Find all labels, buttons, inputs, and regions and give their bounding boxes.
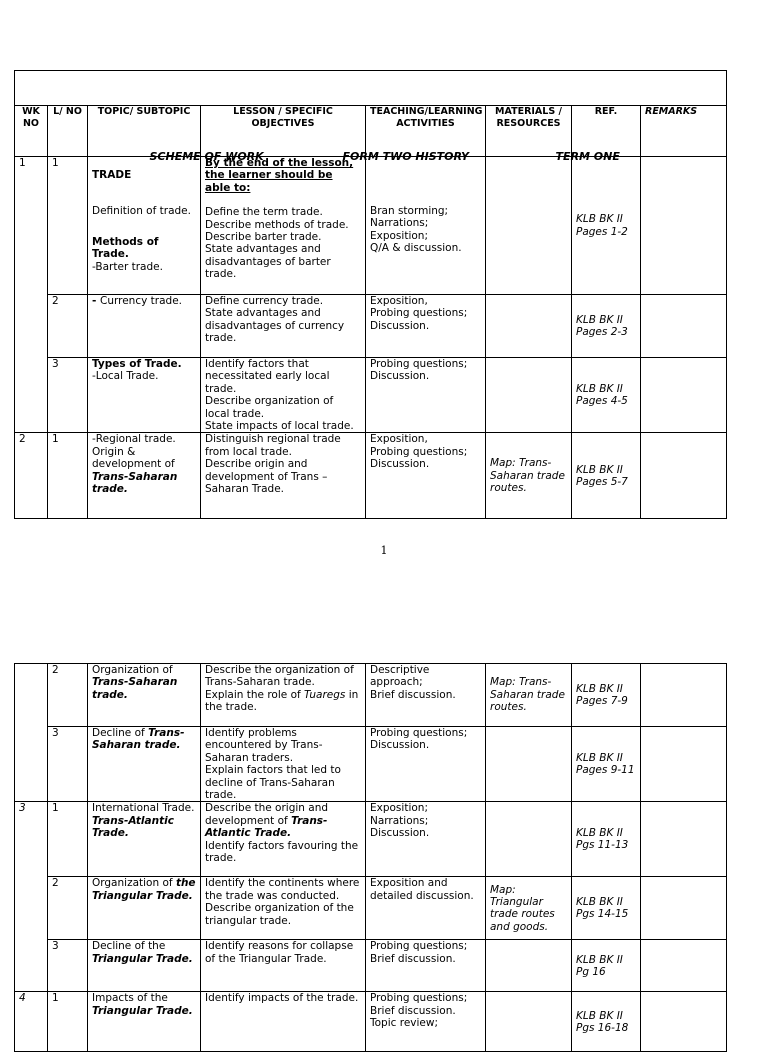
materials-cell <box>486 295 572 358</box>
activities-cell <box>366 940 486 992</box>
objective: Explain factors that led to decline of Trans-Saharan trade. <box>205 764 341 802</box>
subtopic: Currency trade. <box>100 295 182 307</box>
topic-cell <box>88 664 201 727</box>
objective: Describe barter trade. <box>205 231 322 244</box>
subtopic: Definition of trade. <box>92 205 191 218</box>
objective <box>205 802 361 839</box>
lesson-number: 1 <box>48 433 88 519</box>
remarks-cell <box>641 877 727 940</box>
week-number <box>15 664 48 802</box>
materials-cell <box>486 802 572 877</box>
objective: Identify factors that necessitated early local trade. <box>205 358 330 395</box>
objective: Identify the continents where the trade was conducted. <box>205 877 360 902</box>
materials-cell <box>486 157 572 295</box>
materials-cell <box>486 358 572 433</box>
table-row <box>15 992 727 1052</box>
topic-cell <box>88 877 201 940</box>
scheme-of-work-table-page-2 <box>14 663 727 1052</box>
activity: Descriptive approach; <box>370 664 430 689</box>
objective <box>205 689 361 714</box>
activities-cell <box>366 433 486 519</box>
header-row <box>15 106 727 157</box>
activity: Brief discussion. <box>370 952 456 965</box>
subtopic-bold: Triangular Trade. <box>92 1004 193 1017</box>
table-row <box>15 664 727 727</box>
subtopic: Origin & development of <box>92 445 175 471</box>
activity: Exposition; <box>370 802 428 815</box>
table-row <box>15 940 727 992</box>
subtopic-bold: Methods of Trade. <box>92 235 159 261</box>
header-topic: TOPIC/ SUBTOPIC <box>88 106 201 157</box>
activities-cell <box>366 664 486 727</box>
topic-title: TRADE <box>92 169 132 181</box>
objective-italic: Tuaregs <box>304 688 346 701</box>
objective-text: Describe the origin and development of <box>205 802 329 827</box>
table-row <box>15 433 727 519</box>
subtopic: -Local Trade. <box>92 370 159 383</box>
objective: State impacts of local trade. <box>205 420 354 433</box>
lesson-number: 2 <box>48 295 88 358</box>
activity: Discussion. <box>370 370 430 383</box>
objective: Describe organization of local trade. <box>205 395 334 420</box>
topic-cell <box>88 295 201 358</box>
remarks-cell <box>641 802 727 877</box>
week-number: 1 <box>15 157 48 433</box>
activity: Probing questions; <box>370 992 468 1005</box>
table-row <box>15 157 727 295</box>
table-row <box>15 295 727 358</box>
scheme-of-work-table-page-1 <box>14 70 727 519</box>
reference-cell: KLB BK II Pages 2-3 <box>572 295 641 358</box>
subtopic-bold: the Triangular Trade. <box>92 877 196 902</box>
objective: State advantages and disadvantages of barter trade. <box>205 243 331 281</box>
topic-cell <box>88 940 201 992</box>
reference-cell: KLB BK II Pgs 14-15 <box>572 877 641 940</box>
materials-cell <box>486 992 572 1052</box>
objective: Describe the organization of Trans-Saharan trade. <box>205 664 354 689</box>
objectives-cell <box>201 727 366 802</box>
reference-cell: KLB BK II Pages 4-5 <box>572 358 641 433</box>
objectives-cell: Identify impacts of the trade. <box>201 992 366 1052</box>
lesson-number: 3 <box>48 940 88 992</box>
objective: Describe methods of trade. <box>205 218 349 231</box>
title-row <box>15 71 727 106</box>
activity: Discussion. <box>370 827 430 840</box>
materials-cell: Map: Triangular trade routes and goods. <box>486 877 572 940</box>
page-number: 1 <box>380 544 388 557</box>
topic-cell <box>88 802 201 877</box>
objective: Identify factors favouring the trade. <box>205 839 359 865</box>
subtopic-bold: Trans-Saharan trade. <box>92 727 185 752</box>
lesson-number: 2 <box>48 877 88 940</box>
table-row <box>15 802 727 877</box>
remarks-cell <box>641 433 727 519</box>
objective: State advantages and disadvantages of currency trade. <box>205 307 345 345</box>
activity: Narrations; <box>370 814 429 827</box>
subtopic: Organization of <box>92 664 173 676</box>
reference-cell: KLB BK II Pgs 16-18 <box>572 992 641 1052</box>
topic-cell <box>88 433 201 519</box>
activity: Discussion. <box>370 739 430 752</box>
objectives-cell <box>201 802 366 877</box>
reference-cell: KLB BK II Pages 5-7 <box>572 433 641 519</box>
activity: Brief discussion. <box>370 1004 456 1017</box>
activity: Exposition, <box>370 433 428 446</box>
reference-cell: KLB BK II Pages 7-9 <box>572 664 641 727</box>
remarks-cell <box>641 295 727 358</box>
lesson-number: 1 <box>48 802 88 877</box>
reference-cell: KLB BK II Pages 1-2 <box>572 157 641 295</box>
topic-title: Types of Trade. <box>92 358 182 370</box>
objective-text: Explain the role of <box>205 688 305 701</box>
objective: Identify problems encountered by Trans-Saharan traders. <box>205 727 323 764</box>
activity: Topic review; <box>370 1017 439 1030</box>
objectives-cell <box>201 664 366 727</box>
materials-cell: Map: Trans-Saharan trade routes. <box>486 433 572 519</box>
header-materials: MATERIALS / RESOURCES <box>486 106 572 157</box>
header-activities: TEACHING/LEARNING ACTIVITIES <box>366 106 486 157</box>
subtopic: Decline of the <box>92 940 166 953</box>
topic-cell <box>88 358 201 433</box>
activity: Probing questions; <box>370 727 468 739</box>
reference-cell: KLB BK II Pg 16 <box>572 940 641 992</box>
objective: Define currency trade. <box>205 295 324 307</box>
activity: Narrations; <box>370 217 429 230</box>
subtopic-bold: Triangular Trade. <box>92 952 193 965</box>
header-objectives: LESSON / SPECIFIC OBJECTIVES <box>201 106 366 157</box>
document-title: SCHEME OF WORK FORM TWO HISTORY TERM ONE <box>15 71 727 106</box>
objectives-cell <box>201 157 366 295</box>
activities-cell <box>366 157 486 295</box>
week-number: 4 <box>15 992 48 1052</box>
remarks-cell <box>641 727 727 802</box>
activities-cell <box>366 727 486 802</box>
lesson-number: 1 <box>48 157 88 295</box>
lesson-number: 3 <box>48 358 88 433</box>
remarks-cell <box>641 664 727 727</box>
week-number: 3 <box>15 802 48 992</box>
activity: Probing questions; <box>370 940 468 953</box>
reference-cell: KLB BK II Pages 9-11 <box>572 727 641 802</box>
objective: Distinguish regional trade from local trade. <box>205 433 341 458</box>
week-number: 2 <box>15 433 48 519</box>
activity: Discussion. <box>370 458 430 471</box>
activity: Brief discussion. <box>370 688 456 701</box>
reference-cell: KLB BK II Pgs 11-13 <box>572 802 641 877</box>
activities-cell <box>366 802 486 877</box>
topic-cell <box>88 157 201 295</box>
lesson-number: 1 <box>48 992 88 1052</box>
activities-cell <box>366 992 486 1052</box>
subtopic-bold: Trans-Saharan trade. <box>92 676 178 701</box>
activity: Bran storming; <box>370 205 449 217</box>
activities-cell: Exposition and detailed discussion. <box>366 877 486 940</box>
objective: Describe organization of the triangular trade. <box>205 902 354 927</box>
activity: Discussion. <box>370 319 430 332</box>
objective-text: in the trade. <box>205 688 359 714</box>
header-lno: L/ NO <box>48 106 88 157</box>
topic-dash: - <box>92 295 101 307</box>
activity: Q/A & discussion. <box>370 242 462 255</box>
objective: Define the term trade. <box>205 206 323 219</box>
subtopic: Decline of <box>92 727 149 739</box>
header-remarks: REMARKS <box>641 106 727 157</box>
table-row <box>15 877 727 940</box>
materials-cell <box>486 727 572 802</box>
subtopic: Impacts of the <box>92 992 168 1005</box>
header-ref: REF. <box>572 106 641 157</box>
activity: Exposition; <box>370 229 428 242</box>
activities-cell <box>366 358 486 433</box>
objectives-intro: By the end of the lesson, the learner should be able to: <box>205 157 354 194</box>
remarks-cell <box>641 940 727 992</box>
objectives-cell: Identify reasons for collapse of the Triangular Trade. <box>201 940 366 992</box>
lesson-number: 3 <box>48 727 88 802</box>
materials-cell: Map: Trans-Saharan trade routes. <box>486 664 572 727</box>
subtopic: -Barter trade. <box>92 260 163 273</box>
subtopic-bold: Trans-Atlantic Trade. <box>92 814 174 840</box>
remarks-cell <box>641 358 727 433</box>
materials-cell <box>486 940 572 992</box>
topic-cell <box>88 992 201 1052</box>
objectives-cell <box>201 877 366 940</box>
remarks-cell <box>641 992 727 1052</box>
subtopic-bold: Trans-Saharan trade. <box>92 470 178 496</box>
lesson-number: 2 <box>48 664 88 727</box>
header-wk: WK NO <box>15 106 48 157</box>
remarks-cell <box>641 157 727 295</box>
subtopic: Organization of <box>92 877 176 890</box>
topic-cell <box>88 727 201 802</box>
activity: Probing questions; <box>370 307 468 320</box>
objectives-cell <box>201 295 366 358</box>
objective-bold: Trans-Atlantic Trade. <box>205 814 328 840</box>
activity: Exposition, <box>370 295 428 307</box>
subtopic: -Regional trade. <box>92 433 176 446</box>
table-row <box>15 727 727 802</box>
objectives-cell <box>201 358 366 433</box>
activities-cell <box>366 295 486 358</box>
activity: Probing questions; <box>370 445 468 458</box>
activity: Probing questions; <box>370 358 468 370</box>
subtopic: International Trade. <box>92 802 195 815</box>
table-row <box>15 358 727 433</box>
objectives-cell <box>201 433 366 519</box>
objective: Describe origin and development of Trans – Saharan Trade. <box>205 458 328 496</box>
